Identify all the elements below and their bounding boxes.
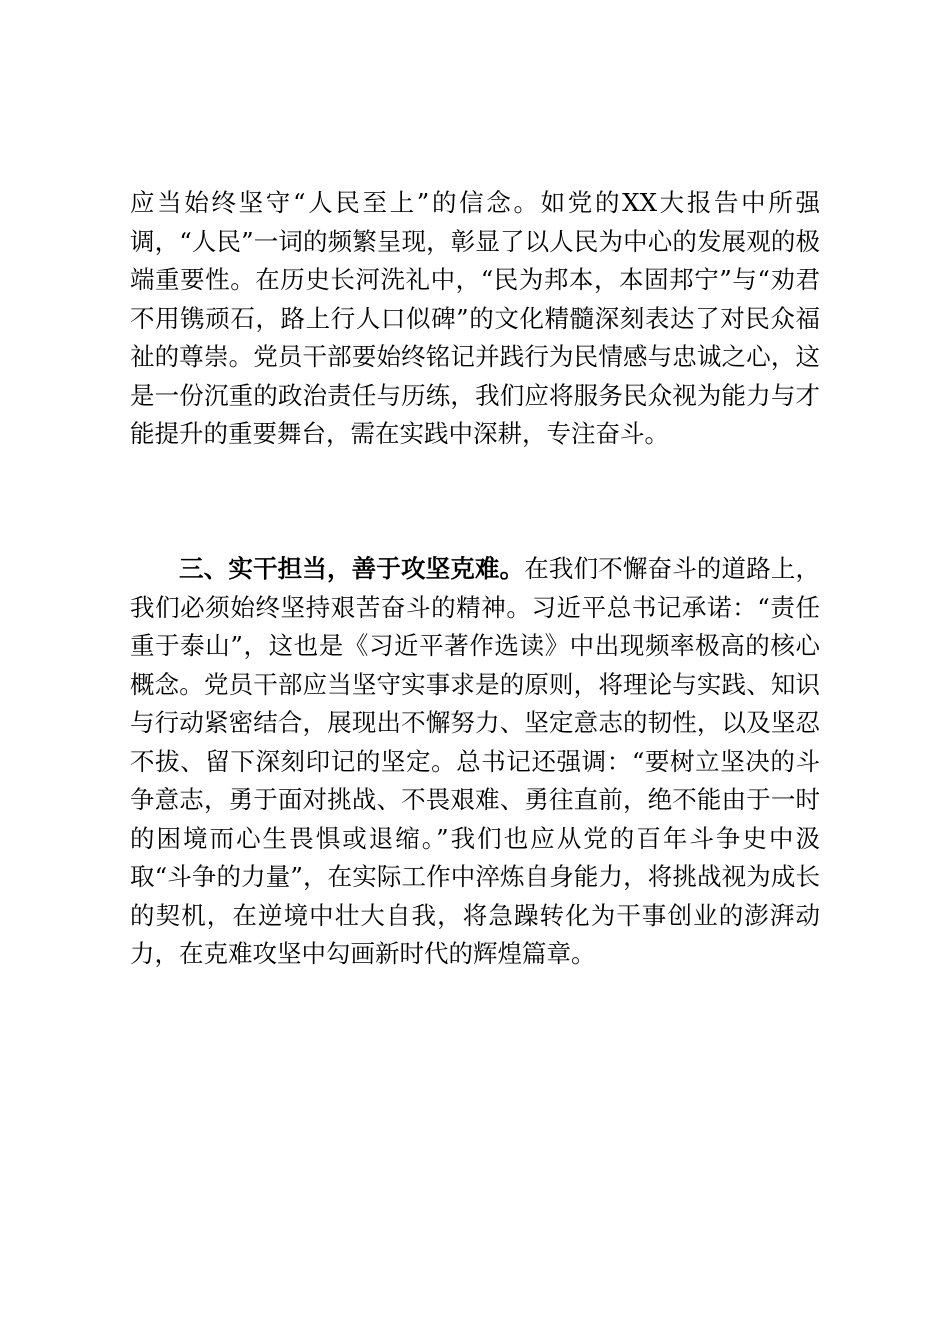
paragraph-section-three xyxy=(130,550,820,974)
paragraph-text: 应当始终坚守“人民至上”的信念。如党的XX大报告中所强调，“人民”一词的频繁呈现，彰显了以人民为中心的发展观的极端重要性。在历史长河洗礼中，“民为邦本，本固邦宁”与“劝君不用镌顽石，路上行人口似碑”的文化精髓深刻表达了对民众福祉的尊崇。党员干部要始终铭记并践行为民情感与忠诚之心，这是一份沉重的政治责任与历练，我们应将服务民众视为能力与才能提升的重要舞台，需在实践中深耕，专注奋斗。 xyxy=(130,188,820,448)
section-heading: 三、实干担当，善于攻坚克难。 xyxy=(179,554,525,583)
paragraph-people-first xyxy=(130,184,820,454)
paragraph-text: 在我们不懈奋斗的道路上，我们必须始终坚持艰苦奋斗的精神。习近平总书记承诺：“责任重于泰山”，这也是《习近平著作选读》中出现频率极高的核心概念。党员干部应当坚守实事求是的原则，将理论与实践、知识与行动紧密结合，展现出不懈努力、坚定意志的韧性，以及坚忍不拔、留下深刻印记的坚定。总书记还强调：“要树立坚决的斗争意志，勇于面对挑战、不畏艰难、勇往直前，绝不能由于一时的困境而心生畏惧或退缩。”我们也应从党的百年斗争史中汲取“斗争的力量”，在实际工作中淬炼自身能力，将挑战视为成长的契机，在逆境中壮大自我，将急躁转化为干事创业的澎湃动力，在克难攻坚中勾画新时代的辉煌篇章。 xyxy=(130,554,821,968)
